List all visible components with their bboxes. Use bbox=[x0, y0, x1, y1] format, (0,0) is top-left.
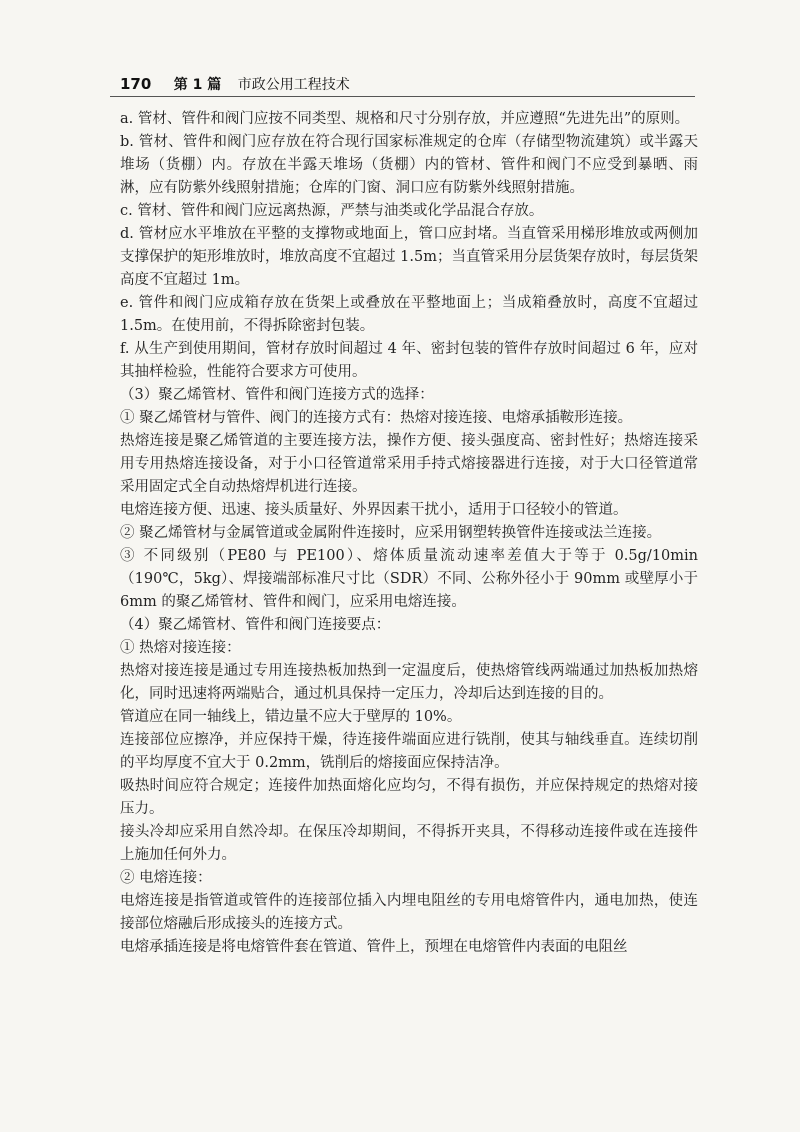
paragraph: f. 从生产到使用期间，管材存放时间超过 4 年、密封包装的管件存放时间超过 6 年，应对其抽样检验，性能符合要求方可使用。 bbox=[120, 341, 698, 380]
paragraph: ① 聚乙烯管材与管件、阀门的连接方式有：热熔对接连接、电熔承插鞍形连接。 bbox=[120, 410, 633, 426]
subheading: ② 电熔连接： bbox=[120, 870, 212, 886]
paragraph: e. 管件和阀门应成箱存放在货架上或叠放在平整地面上；当成箱叠放时，高度不宜超过 1.5m。在使用前，不得拆除密封包装。 bbox=[120, 295, 698, 334]
paragraph: 电熔连接方便、迅速、接头质量好、外界因素干扰小，适用于口径较小的管道。 bbox=[120, 502, 628, 518]
paragraph: 接头冷却应采用自然冷却。在保压冷却期间，不得拆开夹具，不得移动连接件或在连接件上施加任何外力。 bbox=[120, 824, 698, 863]
paragraph: 吸热时间应符合规定；连接件加热面熔化应均匀，不得有损伤，并应保持规定的热熔对接压力。 bbox=[120, 778, 698, 817]
chapter-title: 市政公用工程技术 bbox=[237, 77, 350, 93]
paragraph: b. 管材、管件和阀门应存放在符合现行国家标准规定的仓库（存储型物流建筑）或半露天堆场（货棚）内。存放在半露天堆场（货棚）内的管材、管件和阀门不应受到暴晒、雨淋，应有防紫外线照射措施；仓库的门窗、洞口应有防紫外线照射措施。 bbox=[120, 134, 698, 196]
page-number: 170 bbox=[120, 75, 152, 93]
subheading: ① 热熔对接连接： bbox=[120, 640, 241, 656]
body-text bbox=[120, 108, 698, 959]
section-heading: （3）聚乙烯管材、管件和阀门连接方式的选择： bbox=[120, 387, 434, 403]
paragraph: 管道应在同一轴线上，错边量不应大于壁厚的 10%。 bbox=[120, 709, 462, 725]
header-rule bbox=[110, 96, 695, 97]
paragraph: c. 管材、管件和阀门应远离热源，严禁与油类或化学品混合存放。 bbox=[120, 203, 544, 219]
paragraph: 热熔对接连接是通过专用连接热板加热到一定温度后，使热熔管线两端通过加热板加热熔化，同时迅速将两端贴合，通过机具保持一定压力，冷却后达到连接的目的。 bbox=[120, 663, 698, 702]
section-heading: （4）聚乙烯管材、管件和阀门连接要点： bbox=[120, 617, 391, 633]
paragraph: 电熔承插连接是将电熔管件套在管道、管件上，预埋在电熔管件内表面的电阻丝 bbox=[120, 939, 628, 955]
paragraph: 连接部位应擦净，并应保持干燥，待连接件端面应进行铣削，使其与轴线垂直。连续切削的平均厚度不宜大于 0.2mm，铣削后的熔接面应保持洁净。 bbox=[120, 732, 698, 771]
paragraph: 电熔连接是指管道或管件的连接部位插入内埋电阻丝的专用电熔管件内，通电加热，使连接部位熔融后形成接头的连接方式。 bbox=[120, 893, 698, 932]
page-header bbox=[120, 74, 690, 94]
paragraph: d. 管材应水平堆放在平整的支撑物或地面上，管口应封堵。当直管采用梯形堆放或两侧加支撑保护的矩形堆放时，堆放高度不宜超过 1.5m；当直管采用分层货架存放时，每层货架高度不宜超过 1m。 bbox=[120, 226, 698, 288]
paragraph: a. 管材、管件和阀门应按不同类型、规格和尺寸分别存放，并应遵照“先进先出”的原则。 bbox=[120, 111, 690, 127]
paragraph: 热熔连接是聚乙烯管道的主要连接方法，操作方便、接头强度高、密封性好；热熔连接采用专用热熔连接设备，对于小口径管道常采用手持式熔接器进行连接，对于大口径管道常采用固定式全自动热熔焊机进行连接。 bbox=[120, 433, 698, 495]
paragraph: ③ 不同级别（PE80 与 PE100）、熔体质量流动速率差值大于等于 0.5g/10min（190℃，5kg）、焊接端部标准尺寸比（SDR）不同、公称外径小于 90mm 或壁厚小于 6mm 的聚乙烯管材、管件和阀门，应采用电熔连接。 bbox=[120, 548, 698, 610]
chapter-label: 第 1 篇 bbox=[173, 77, 222, 93]
paragraph: ② 聚乙烯管材与金属管道或金属附件连接时，应采用钢塑转换管件连接或法兰连接。 bbox=[120, 525, 662, 541]
